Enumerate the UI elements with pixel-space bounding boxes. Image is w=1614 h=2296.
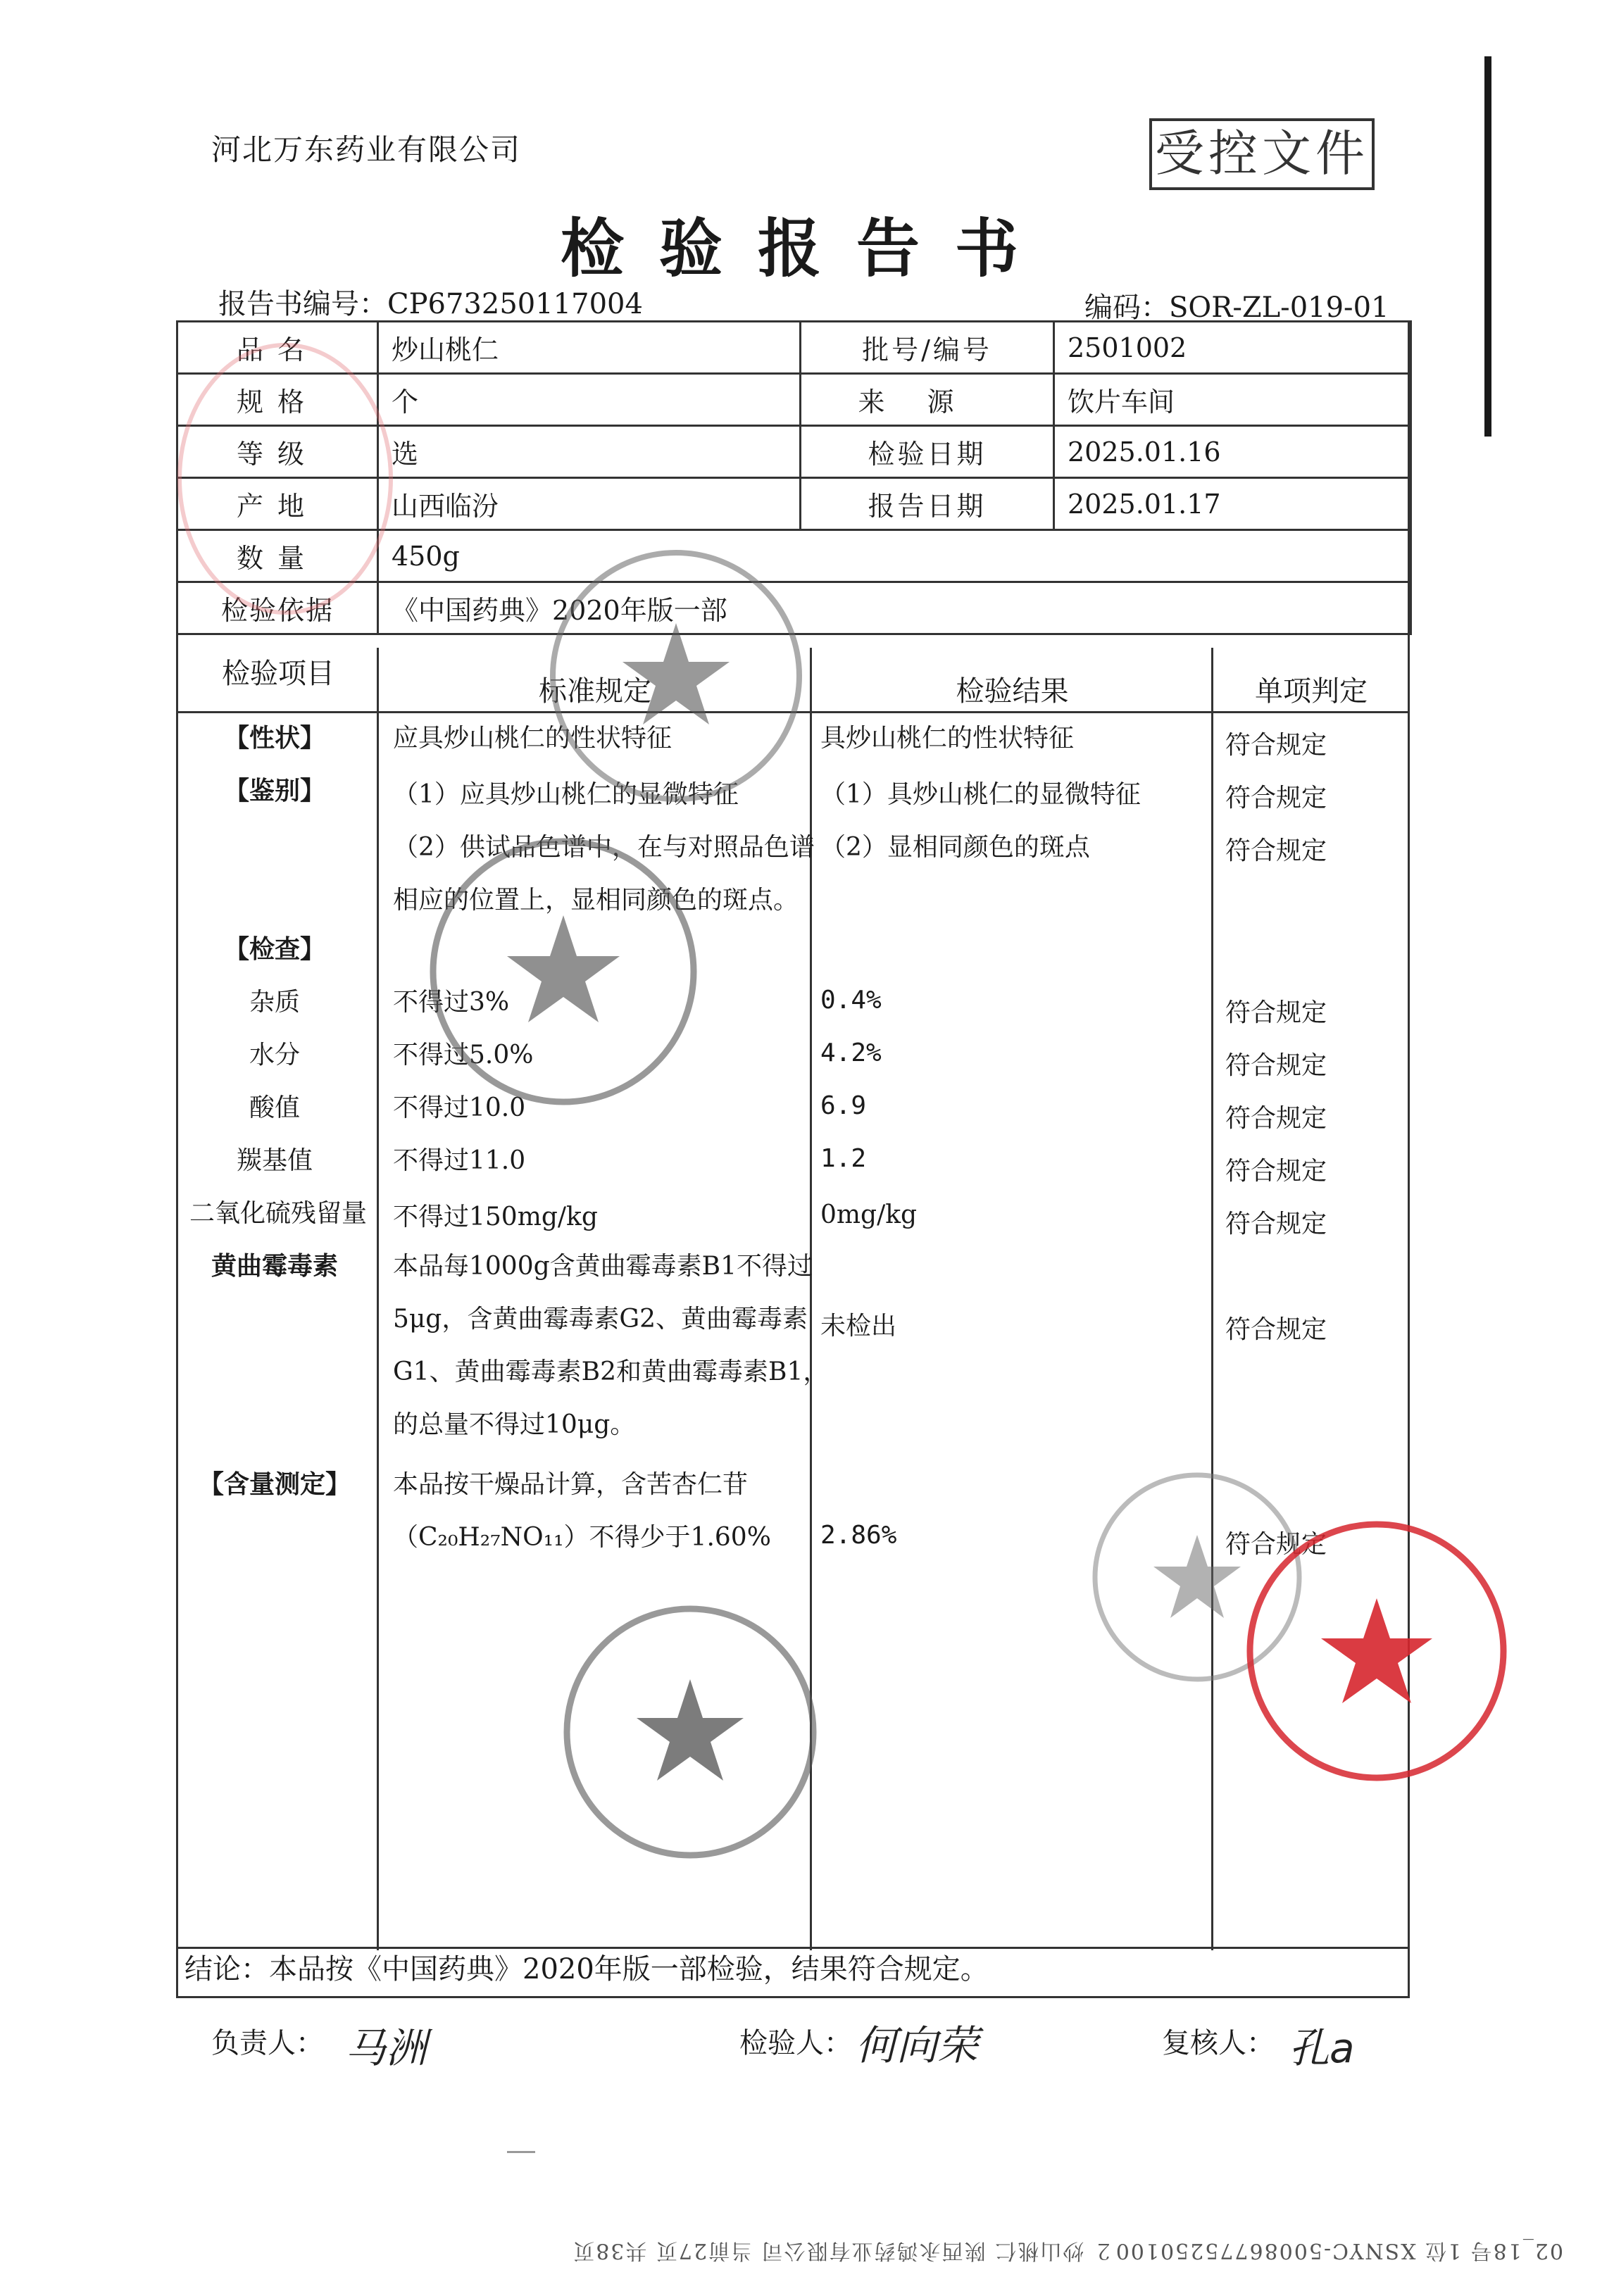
judgment-cell: 符合规定	[1225, 1157, 1327, 1186]
item-cell: 杂质	[249, 988, 300, 1017]
item-cell: 水分	[249, 1041, 300, 1069]
result-cell: （2）显相同颜色的斑点	[820, 833, 1090, 862]
judgment-cell: 符合规定	[1225, 998, 1327, 1027]
standard-cell: 不得过3%	[393, 988, 510, 1017]
item-cell: 【含量测定】	[198, 1469, 351, 1499]
result-cell: 0mg/kg	[820, 1200, 918, 1229]
quantity-value: 450g	[378, 530, 1411, 582]
header-judgment: 单项判定	[1255, 675, 1368, 708]
report-number-value: CP673250117004	[387, 288, 643, 320]
item-cell: 【检查】	[223, 934, 325, 964]
gray-seal-2	[423, 831, 704, 1112]
standard-cell: 不得过5.0%	[393, 1041, 534, 1069]
standard-cell: 本品按干燥品计算，含苦杏仁苷	[393, 1470, 749, 1499]
item-cell: 酸值	[249, 1093, 300, 1122]
report-date-value: 2025.01.17	[1054, 478, 1411, 530]
standard-cell: 不得过11.0	[393, 1146, 526, 1175]
controlled-document-mark: 受控文件	[1149, 118, 1375, 190]
origin-value: 山西临汾	[378, 478, 801, 530]
source-value: 饮片车间	[1054, 374, 1411, 426]
standard-cell: 应具炒山桃仁的性状特征	[393, 724, 672, 753]
inspector-signature: 何向荣	[856, 2021, 979, 2069]
batch-label: 批号/编号	[801, 322, 1054, 374]
item-cell: 二氧化硫残留量	[189, 1199, 367, 1228]
standard-cell: G1、黄曲霉毒素B2和黄曲霉毒素B1，	[393, 1357, 829, 1386]
gray-seal-3	[556, 1598, 824, 1866]
standard-cell: 5μg，含黄曲霉毒素G2、黄曲霉毒素	[393, 1305, 808, 1334]
standard-cell: 本品每1000g含黄曲霉毒素B1不得过	[393, 1252, 813, 1281]
result-cell: 1.2	[820, 1144, 867, 1173]
grade-value: 选	[378, 426, 801, 478]
conclusion: 结论：本品按《中国药典》2020年版一部检验，结果符合规定。	[184, 1953, 989, 1986]
test-date-label: 检验日期	[801, 426, 1054, 478]
standard-cell: （C₂₀H₂₇NO₁₁）不得少于1.60%	[393, 1523, 771, 1552]
judgment-cell: 符合规定	[1225, 784, 1327, 813]
judgment-cell: 符合规定	[1225, 1315, 1327, 1344]
judgment-cell: 符合规定	[1225, 1051, 1327, 1080]
red-seal-faint	[169, 331, 401, 627]
test-date-value: 2025.01.16	[1054, 426, 1411, 478]
responsible-label: 负责人：	[211, 2027, 324, 2059]
result-cell: 未检出	[820, 1312, 897, 1341]
form-code	[1084, 285, 1389, 325]
col-divider-3	[1211, 648, 1213, 1950]
judgment-cell: 符合规定	[1225, 1530, 1327, 1559]
standard-cell: （2）供试品色谱中，在与对照品色谱	[393, 833, 815, 862]
item-cell: 黄曲霉毒素	[211, 1251, 338, 1281]
standard-cell: （1）应具炒山桃仁的显微特征	[393, 780, 739, 809]
result-cell: （1）具炒山桃仁的显微特征	[820, 780, 1141, 809]
form-code-label: 编码：	[1084, 291, 1169, 324]
result-cell: 6.9	[820, 1091, 867, 1120]
report-number-label: 报告书编号：	[218, 288, 387, 320]
col-divider-1	[377, 648, 379, 1950]
table-border-bottom	[176, 1996, 1410, 1998]
red-seal	[1239, 1514, 1514, 1788]
company-name: 河北万东药业有限公司	[211, 132, 522, 167]
batch-value: 2501002	[1054, 322, 1411, 374]
judgment-cell: 符合规定	[1225, 731, 1327, 760]
reviewer-label: 复核人：	[1162, 2027, 1275, 2059]
header-result: 检验结果	[956, 675, 1069, 708]
grade-label: 等级	[177, 426, 378, 478]
report-date-label: 报告日期	[801, 478, 1054, 530]
gray-seal-1	[542, 542, 810, 810]
basis-value: 《中国药典》2020年版一部	[378, 582, 1411, 634]
product-value: 炒山桃仁	[378, 322, 801, 374]
spec-label: 规格	[177, 374, 378, 426]
footer-text: 02_18号 1位 XSNYC-50086775250100２ 炒山桃仁 陕西永鸿药业有限公司 当前27页 共38页	[572, 2238, 1563, 2263]
result-cell: 0.4%	[820, 986, 882, 1015]
quantity-label: 数量	[177, 530, 378, 582]
result-cell: 2.86%	[820, 1521, 897, 1550]
form-code-value: SOR-ZL-019-01	[1169, 291, 1389, 324]
report-number	[218, 282, 643, 322]
document-title: 检验报告书	[561, 211, 1053, 286]
judgment-cell: 符合规定	[1225, 1210, 1327, 1238]
item-cell: 羰基值	[236, 1146, 313, 1175]
spec-value: 个	[378, 374, 801, 426]
responsible-signature: 马洲	[345, 2024, 427, 2072]
reviewer-signature: 孔a	[1289, 2024, 1355, 2072]
divider-mark	[507, 2151, 535, 2153]
judgment-cell: 符合规定	[1225, 836, 1327, 865]
source-label: 来源	[801, 374, 1054, 426]
item-cell: 【性状】	[223, 723, 325, 753]
standard-cell: 不得过10.0	[393, 1093, 526, 1122]
standard-cell: 相应的位置上，显相同颜色的斑点。	[393, 886, 799, 915]
origin-label: 产地	[177, 478, 378, 530]
judgment-cell: 符合规定	[1225, 1104, 1327, 1133]
inspector-label: 检验人：	[739, 2027, 852, 2059]
standard-cell: 不得过150mg/kg	[393, 1203, 598, 1231]
header-item: 检验项目	[222, 658, 334, 690]
item-cell: 【鉴别】	[223, 776, 325, 805]
standard-cell: 的总量不得过10μg。	[393, 1410, 636, 1439]
product-label: 品名	[177, 322, 378, 374]
basis-label: 检验依据	[177, 582, 378, 634]
result-cell: 具炒山桃仁的性状特征	[820, 724, 1075, 753]
result-cell: 4.2%	[820, 1039, 882, 1067]
header-standard: 标准规定	[539, 675, 651, 708]
